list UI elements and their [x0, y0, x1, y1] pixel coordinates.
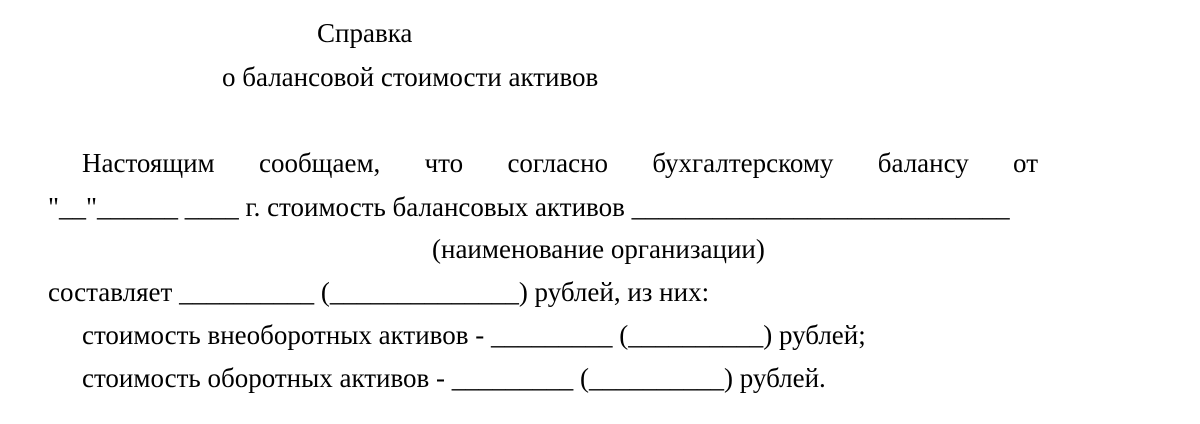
paragraph-line-3: составляет __________ (______________) рублей, из них:: [48, 277, 710, 307]
organization-name-caption: (наименование организации): [432, 234, 765, 264]
paragraph-line-2: "__"______ ____ г. стоимость балансовых активов ____________________________: [48, 192, 1010, 222]
document-title: Справка: [317, 18, 413, 48]
noncurrent-assets-line: стоимость внеоборотных активов - _________ (__________) рублей;: [82, 320, 866, 350]
document-subtitle: о балансовой стоимости активов: [222, 62, 599, 92]
current-assets-line: стоимость оборотных активов - _________ (__________) рублей.: [82, 363, 826, 393]
paragraph-line-1: Настоящим сообщаем, что согласно бухгалтерскому балансу от: [82, 148, 1038, 178]
